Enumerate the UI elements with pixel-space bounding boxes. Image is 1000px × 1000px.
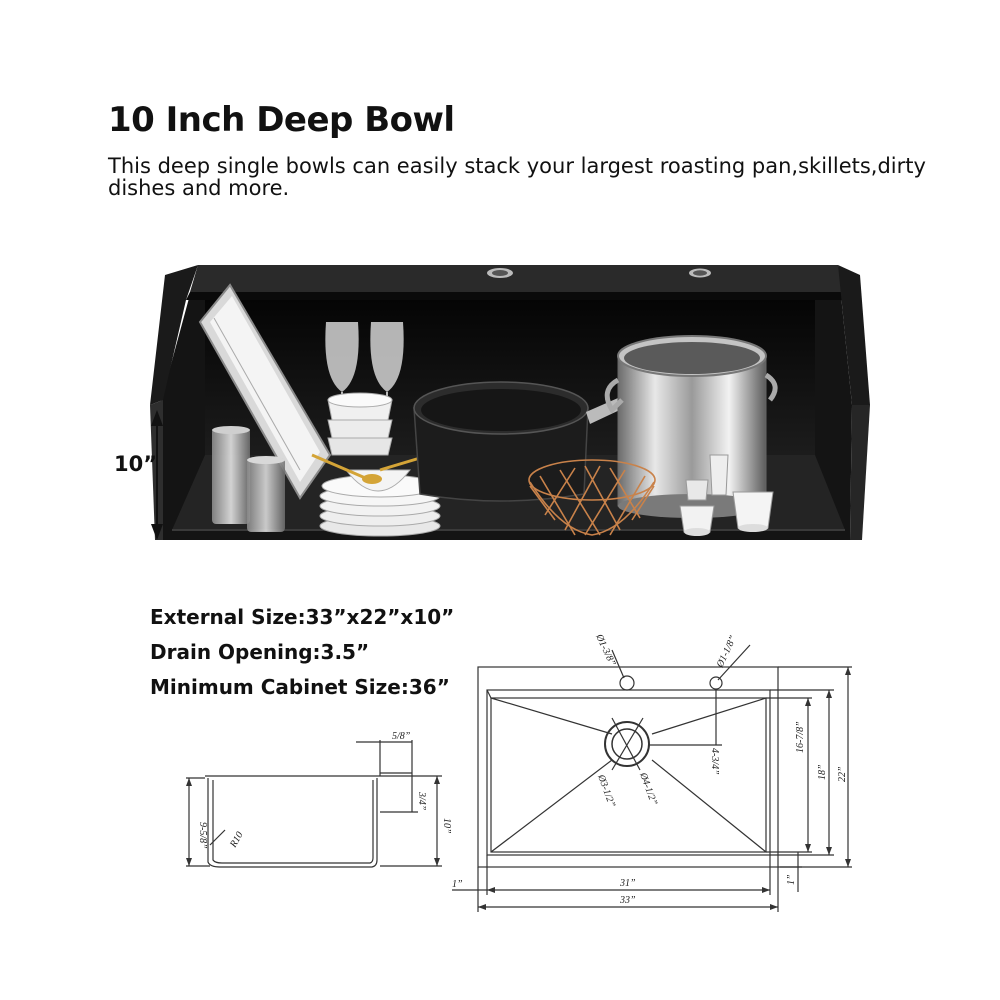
spec-min-cabinet: Minimum Cabinet Size:36”	[150, 675, 450, 699]
dim-outer-width-label: 22”	[837, 766, 848, 782]
dim-depth-label: 10”	[441, 818, 452, 834]
dim-inner-width-label: 18”	[817, 764, 828, 780]
top-view-drawing	[452, 645, 852, 912]
faucet-hole-icon	[689, 269, 711, 278]
dim-inner-depth-label: 9-5/8”	[197, 822, 208, 849]
dim-ledge-label: 3/4”	[416, 792, 427, 811]
sink-photo	[150, 265, 870, 540]
dim-margin-bottom-label: 1”	[786, 874, 797, 885]
dim-hole-right-label: Ø1-1/8”	[714, 633, 740, 670]
drinking-glass	[212, 426, 250, 524]
page-title: 10 Inch Deep Bowl	[108, 100, 455, 140]
dim-overall-length-label: 33”	[620, 895, 636, 906]
spec-external-size: External Size:33”x22”x10”	[150, 605, 455, 629]
dim-margin-left-label: 1”	[452, 879, 463, 890]
dim-bowl-depth-label: 16-7/8”	[795, 721, 806, 753]
dim-hole-left-label: Ø1-3/8”	[593, 632, 618, 668]
side-view-drawing	[186, 740, 442, 867]
faucet-hole-icon	[487, 268, 513, 278]
cup	[733, 492, 773, 532]
depth-label: 10”	[114, 452, 158, 476]
dim-lip-label: 5/8”	[392, 731, 411, 742]
dim-drain-offset-label: 4-3/4”	[709, 748, 720, 775]
cup	[680, 506, 714, 536]
page-description: This deep single bowls can easily stack your largest roasting pan,skillets,dirty dishes and more.	[108, 154, 926, 200]
spec-list	[150, 602, 454, 707]
dim-radius-label: R10	[228, 830, 246, 850]
dim-drain-outer-label: Ø3-1/2”	[595, 773, 618, 809]
dim-bowl-length-label: 31”	[620, 878, 636, 889]
spec-drain-opening: Drain Opening:3.5”	[150, 640, 370, 664]
drinking-glass	[247, 456, 285, 532]
dim-drain-inner-label: Ø4-1/2”	[637, 771, 660, 807]
